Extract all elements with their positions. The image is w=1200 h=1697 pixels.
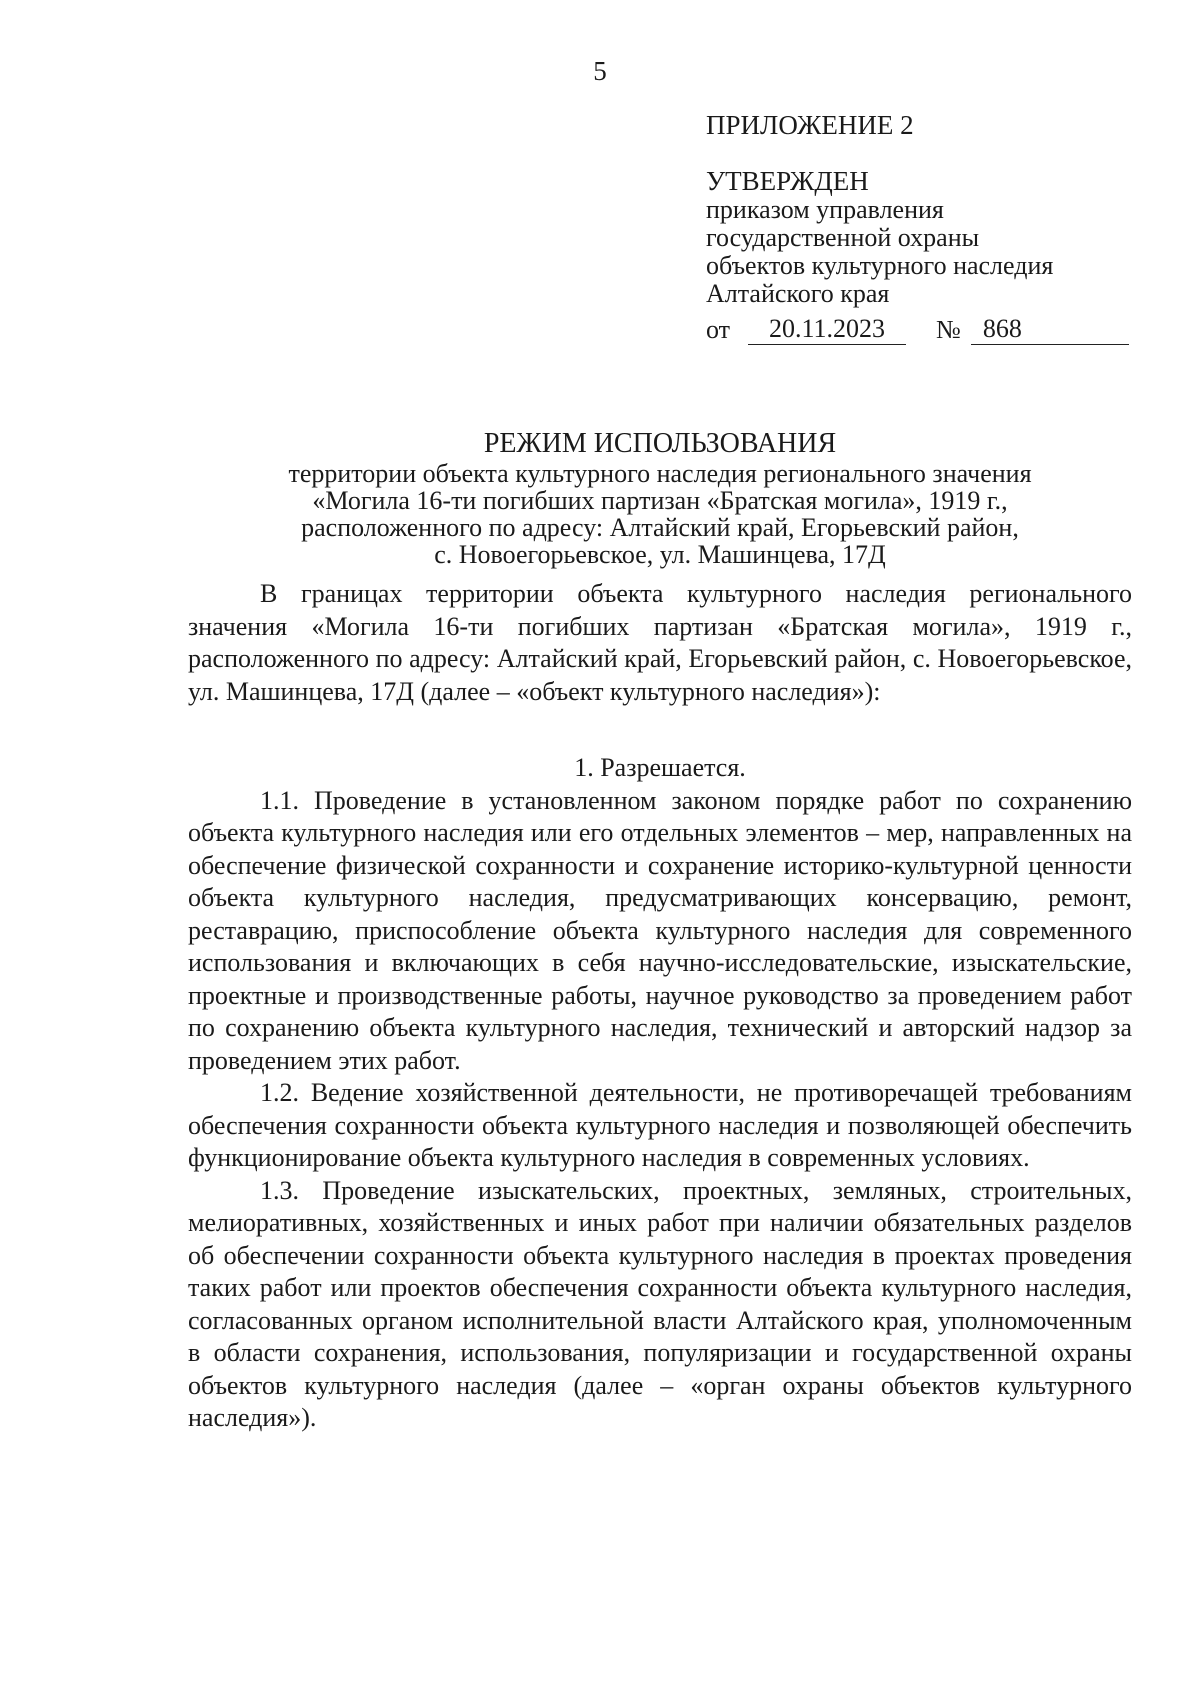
order-number: 868 bbox=[971, 314, 1129, 345]
item-paragraph: 1.1. Проведение в установленном законом порядке работ по сохранению объекта культурного наследия или его отдельных элементов – мер, направленных на обеспечение физической сохранности и сохранение историко-культурной ценности объекта культурного наследия, предусматривающих консервацию, ремонт, реставрацию, приспособление объекта культурного наследия для современного использования и включающих в себя научно-исследовательские, изыскательские, проектные и производственные работы, научное руководство за проведением работ по сохранению объекта культурного наследия, технический и авторский надзор за проведением этих работ. bbox=[188, 785, 1132, 1075]
appendix-label: ПРИЛОЖЕНИЕ 2 bbox=[706, 110, 914, 140]
approval-line: государственной охраны bbox=[706, 223, 980, 252]
date-prefix: от bbox=[706, 315, 731, 344]
document-title: РЕЖИМ ИСПОЛЬЗОВАНИЯ bbox=[483, 428, 837, 459]
order-date: 20.11.2023 bbox=[748, 314, 906, 345]
heading-line: «Могила 16-ти погибших партизан «Братская могила», 1919 г., bbox=[312, 486, 1008, 515]
document-heading bbox=[230, 428, 1090, 568]
order-date-number bbox=[706, 314, 1166, 345]
heading-line: территории объекта культурного наследия регионального значения bbox=[288, 459, 1032, 488]
heading-line: расположенного по адресу: Алтайский край, Егорьевский район, bbox=[301, 513, 1019, 542]
appendix-block bbox=[706, 110, 1166, 345]
intro-paragraph: В границах территории объекта культурного наследия регионального значения «Могила 16-ти погибших партизан «Братская могила», 1919 г., расположенного по адресу: Алтайский край, Егорьевский район, с. Новоегорьевское, ул. Машинцева, 17Д (далее – «объект культурного наследия»): bbox=[188, 579, 1132, 706]
approval-line: Алтайского края bbox=[706, 279, 890, 308]
approval-line: приказом управления bbox=[706, 195, 944, 224]
section-title: 1. Разрешается. bbox=[574, 753, 746, 782]
item-paragraph: 1.3. Проведение изыскательских, проектных, земляных, строительных, мелиоративных, хозяйственных и иных работ при наличии обязательных разделов об обеспечении сохранности объекта культурного наследия в проектах проведения таких работ или проектов обеспечения сохранности объекта культурного наследия, согласованных органом исполнительной власти Алтайского края, уполномоченным в области сохранения, использования, популяризации и государственной охраны объектов культурного наследия (далее – «орган охраны объектов культурного наследия»). bbox=[188, 1175, 1132, 1432]
item-paragraph: 1.2. Ведение хозяйственной деятельности, не противоречащей требованиям обеспечения сохранности объекта культурного наследия и позволяющей обеспечить функционирование объекта культурного наследия в современных условиях. bbox=[188, 1078, 1132, 1172]
heading-line: с. Новоегорьевское, ул. Машинцева, 17Д bbox=[434, 540, 886, 569]
approved-label: УТВЕРЖДЕН bbox=[706, 166, 869, 196]
number-sign: № bbox=[936, 315, 961, 344]
page-number: 5 bbox=[593, 56, 607, 86]
document-body bbox=[188, 578, 1132, 1435]
approval-line: объектов культурного наследия bbox=[706, 251, 1054, 280]
